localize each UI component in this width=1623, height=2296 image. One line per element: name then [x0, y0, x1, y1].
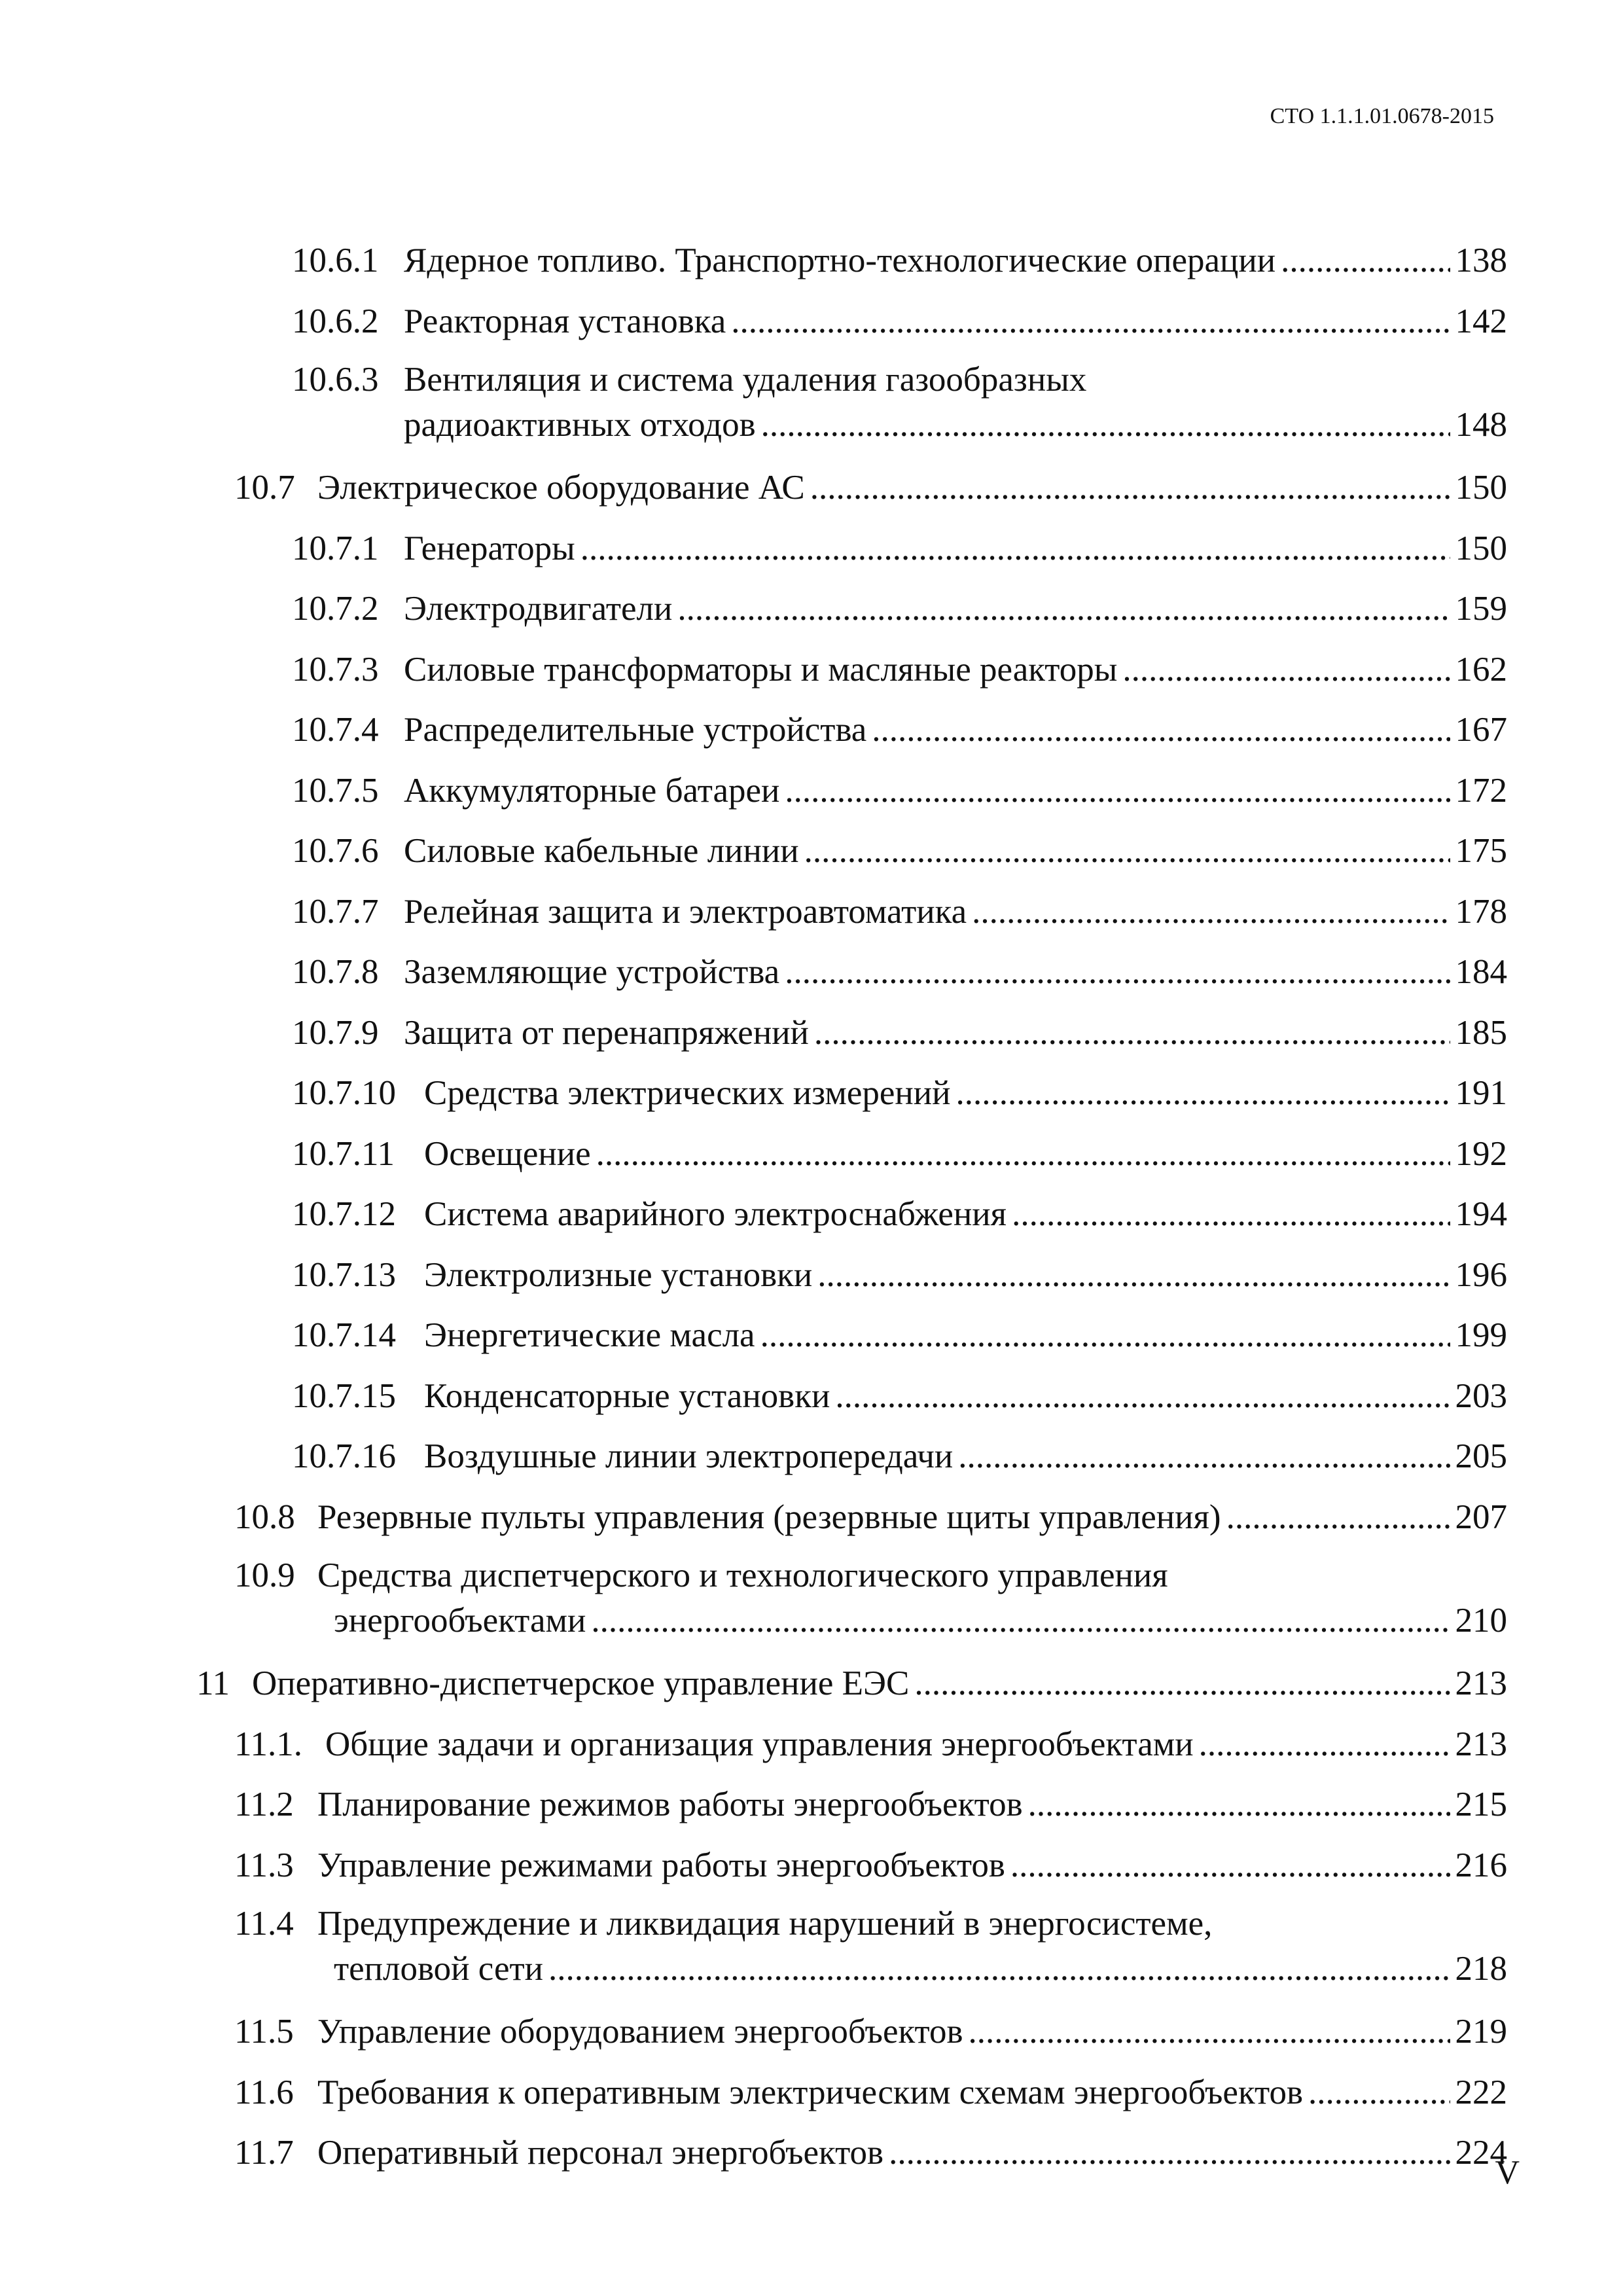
toc-entry-title: Силовые трансформаторы и масляные реакторы: [404, 650, 1118, 689]
toc-entry-title: Средства электрических измерений: [424, 1074, 951, 1112]
toc-entry-page: 142: [1455, 302, 1507, 340]
toc-dot-leader: [785, 761, 1450, 821]
toc-entry-number: 10.7.14: [292, 1316, 396, 1354]
toc-dot-leader: [817, 1245, 1450, 1306]
toc-entry[interactable]: [0, 700, 1623, 761]
toc-dot-leader: [1199, 1714, 1450, 1775]
toc-entry[interactable]: [0, 518, 1623, 579]
toc-entry-title: Оперативный персонал энергобъектов: [317, 2134, 884, 2172]
toc-entry-title: Требования к оперативным электрическим схемам энергообъектов: [317, 2073, 1303, 2111]
toc-entry-page: 218: [1455, 1950, 1507, 1988]
toc-entry[interactable]: [0, 639, 1623, 700]
toc-entry-page: 205: [1455, 1437, 1507, 1475]
toc-dot-leader: [580, 518, 1450, 579]
toc-entry-title: Управление режимами работы энергообъектов: [317, 1846, 1005, 1884]
toc-entry-number: 10.7.1: [292, 529, 379, 567]
toc-entry-number: 10.7.16: [292, 1437, 396, 1475]
toc-entry[interactable]: [0, 942, 1623, 1003]
toc-entry-page: 185: [1455, 1013, 1507, 1052]
toc-entry-page: 215: [1455, 1785, 1507, 1823]
toc-entry-number: 10.7.11: [292, 1134, 395, 1173]
toc-entry-number: 10.7.6: [292, 832, 379, 870]
toc-dot-leader: [1281, 230, 1450, 291]
toc-entry-number: 10.7.15: [292, 1376, 396, 1415]
toc-entry[interactable]: [0, 882, 1623, 942]
toc-entry-title: Предупреждение и ликвидация нарушений в энергосистеме,: [317, 1905, 1213, 1943]
toc-entry-page: 150: [1455, 529, 1507, 567]
toc-entry[interactable]: [0, 821, 1623, 882]
toc-entry[interactable]: [0, 761, 1623, 821]
toc-entry-page: 199: [1455, 1316, 1507, 1354]
toc-dot-leader: [872, 700, 1450, 761]
toc-dot-leader: [835, 1366, 1450, 1427]
toc-entry-number: 10.7.9: [292, 1013, 379, 1052]
toc-entry[interactable]: [0, 1063, 1623, 1124]
toc-dot-leader: [1226, 1487, 1450, 1548]
toc-entry-title: Генераторы: [404, 529, 575, 567]
toc-dot-leader: [1122, 639, 1450, 700]
toc-dot-leader: [958, 1426, 1450, 1487]
toc-entry[interactable]: [0, 1487, 1623, 1548]
toc-entry-number: 10.7.8: [292, 953, 379, 991]
toc-dot-leader: [956, 1063, 1450, 1124]
toc-entry-title: Воздушные линии электропередачи: [424, 1437, 954, 1475]
toc-entry[interactable]: [0, 457, 1623, 518]
toc-entry-page: 196: [1455, 1255, 1507, 1294]
toc-dot-leader: [810, 457, 1450, 518]
toc-dot-leader: [1010, 1835, 1450, 1896]
toc-entry-number: 10.9: [234, 1556, 295, 1594]
toc-entry-number: 10.6.3: [292, 361, 379, 399]
toc-dot-leader: [972, 882, 1450, 942]
toc-entry-title: Силовые кабельные линии: [404, 832, 799, 870]
toc-entry-title: Распределительные устройства: [404, 711, 867, 749]
toc-entry-number: 10.7.2: [292, 590, 379, 628]
toc-entry[interactable]: [0, 230, 1623, 291]
toc-dot-leader: [1308, 2062, 1450, 2123]
toc-entry[interactable]: [0, 2062, 1623, 2123]
toc-entry-page: 150: [1455, 469, 1507, 507]
toc-entry-number: 11.1.: [234, 1725, 303, 1763]
toc-entry-title: Планирование режимов работы энергообъектов: [317, 1785, 1023, 1823]
toc-dot-leader: [548, 1946, 1450, 1992]
toc-dot-leader: [914, 1653, 1450, 1714]
toc-entry-title-continued: энергообъектами: [334, 1602, 586, 1640]
toc-entry-page: 162: [1455, 650, 1507, 689]
toc-entry-page: 224: [1455, 2134, 1507, 2172]
document-code: СТО 1.1.1.01.0678-2015: [1270, 104, 1494, 128]
toc-entry[interactable]: [0, 1835, 1623, 1896]
toc-entry[interactable]: [0, 1895, 1623, 2001]
page-number: V: [1495, 2154, 1520, 2191]
toc-entry-title: Оперативно-диспетчерское управление ЕЭС: [252, 1664, 910, 1702]
toc-entry-page: 210: [1455, 1602, 1507, 1640]
toc-entry-title: Энергетические масла: [424, 1316, 755, 1354]
toc-entry[interactable]: [0, 1774, 1623, 1835]
toc-entry-title: Средства диспетчерского и технологического управления: [317, 1556, 1168, 1594]
toc-dot-leader: [677, 579, 1450, 639]
toc-entry-title: Аккумуляторные батареи: [404, 771, 780, 810]
toc-entry[interactable]: [0, 1245, 1623, 1306]
toc-entry-page: 213: [1455, 1725, 1507, 1763]
toc-entry[interactable]: [0, 1184, 1623, 1245]
toc-entry[interactable]: [0, 291, 1623, 352]
toc-entry-page: 184: [1455, 953, 1507, 991]
toc-entry[interactable]: [0, 351, 1623, 457]
toc-entry-page: 222: [1455, 2073, 1507, 2111]
toc-dot-leader: [761, 403, 1450, 448]
toc-entry-title: Вентиляция и система удаления газообразных: [404, 361, 1087, 399]
toc-entry-number: 11.7: [234, 2134, 294, 2172]
toc-entry[interactable]: [0, 1426, 1623, 1487]
toc-entry-number: 10.7.13: [292, 1255, 396, 1294]
toc-dot-leader: [596, 1124, 1450, 1185]
toc-entry[interactable]: [0, 579, 1623, 639]
toc-entry[interactable]: [0, 1305, 1623, 1366]
toc-entry-title-continued: радиоактивных отходов: [404, 406, 756, 444]
toc-entry-title: Резервные пульты управления (резервные щиты управления): [317, 1498, 1221, 1536]
toc-entry[interactable]: [0, 1003, 1623, 1064]
toc-dot-leader: [804, 821, 1450, 882]
toc-entry-page: 207: [1455, 1498, 1507, 1536]
toc-dot-leader: [1028, 1774, 1450, 1835]
table-of-contents: [0, 230, 1623, 2183]
toc-entry-title: Электролизные установки: [424, 1255, 813, 1294]
toc-entry-page: 194: [1455, 1195, 1507, 1233]
toc-entry-title-continued: тепловой сети: [334, 1950, 543, 1988]
toc-entry-number: 10.8: [234, 1498, 295, 1536]
toc-entry-number: 10.6.1: [292, 242, 379, 279]
toc-entry-page: 138: [1455, 242, 1507, 279]
toc-entry-number: 10.7.5: [292, 771, 379, 810]
toc-entry-page: 216: [1455, 1846, 1507, 1884]
toc-dot-leader: [889, 2123, 1450, 2183]
toc-entry-title: Освещение: [424, 1134, 591, 1173]
toc-entry-title: Ядерное топливо. Транспортно-технологические операции: [404, 242, 1276, 279]
toc-dot-leader: [1012, 1184, 1450, 1245]
toc-entry-page: 167: [1455, 711, 1507, 749]
toc-entry-title: Электродвигатели: [404, 590, 673, 628]
toc-entry-number: 11: [196, 1664, 230, 1702]
toc-entry-number: 10.7.3: [292, 650, 379, 689]
toc-entry-number: 11.4: [234, 1905, 294, 1943]
toc-entry-page: 192: [1455, 1134, 1507, 1173]
toc-entry-title: Реакторная установка: [404, 302, 726, 340]
toc-entry-title: Общие задачи и организация управления энергообъектами: [325, 1725, 1194, 1763]
toc-entry-number: 10.7.7: [292, 892, 379, 931]
toc-dot-leader: [760, 1305, 1450, 1366]
toc-dot-leader: [969, 2001, 1450, 2062]
toc-entry-title: Защита от перенапряжений: [404, 1013, 809, 1052]
toc-entry-page: 175: [1455, 832, 1507, 870]
toc-entry-title: Управление оборудованием энергообъектов: [317, 2013, 963, 2051]
toc-entry-page: 159: [1455, 590, 1507, 628]
toc-entry-title: Электрическое оборудование АС: [317, 469, 805, 507]
toc-entry-page: 148: [1455, 406, 1507, 444]
toc-dot-leader: [591, 1598, 1450, 1643]
toc-entry[interactable]: [0, 1366, 1623, 1427]
toc-entry[interactable]: [0, 2001, 1623, 2062]
toc-entry-page: 178: [1455, 892, 1507, 931]
toc-dot-leader: [814, 1003, 1450, 1064]
toc-entry-page: 203: [1455, 1376, 1507, 1415]
toc-entry-number: 11.5: [234, 2013, 294, 2051]
toc-entry-number: 11.3: [234, 1846, 294, 1884]
toc-entry-number: 11.2: [234, 1785, 294, 1823]
toc-entry-number: 10.6.2: [292, 302, 379, 340]
toc-entry-page: 219: [1455, 2013, 1507, 2051]
toc-entry[interactable]: [0, 1653, 1623, 1714]
toc-dot-leader: [731, 291, 1450, 352]
toc-entry-page: 213: [1455, 1664, 1507, 1702]
toc-entry-number: 10.7.4: [292, 711, 379, 749]
toc-entry-title: Заземляющие устройства: [404, 953, 780, 991]
toc-entry[interactable]: [0, 1124, 1623, 1185]
toc-entry[interactable]: [0, 1547, 1623, 1653]
toc-entry-number: 10.7.12: [292, 1195, 396, 1233]
toc-entry-number: 11.6: [234, 2073, 294, 2111]
toc-entry-page: 191: [1455, 1074, 1507, 1112]
toc-dot-leader: [785, 942, 1450, 1003]
toc-entry-title: Конденсаторные установки: [424, 1376, 830, 1415]
toc-entry-title: Система аварийного электроснабжения: [424, 1195, 1007, 1233]
toc-entry-page: 172: [1455, 771, 1507, 810]
toc-entry-number: 10.7: [234, 469, 295, 507]
toc-entry[interactable]: [0, 2123, 1623, 2183]
toc-entry[interactable]: [0, 1714, 1623, 1775]
toc-entry-number: 10.7.10: [292, 1074, 396, 1112]
toc-entry-title: Релейная защита и электроавтоматика: [404, 892, 967, 931]
